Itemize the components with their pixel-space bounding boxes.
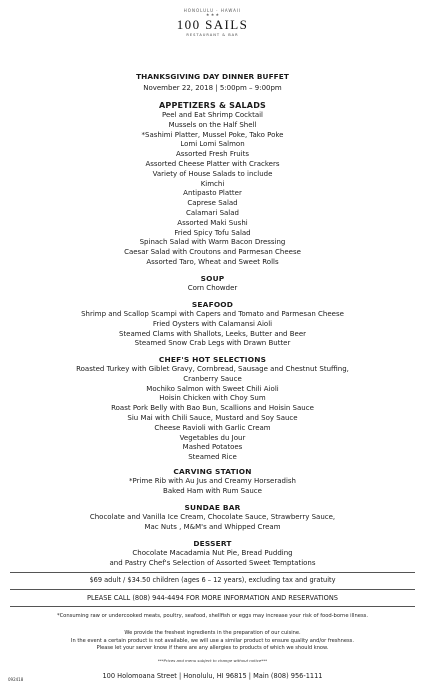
menu-item: Antipasto Platter <box>183 189 242 198</box>
menu-item: Hoisin Chicken with Choy Sum <box>159 394 266 403</box>
fine-print <box>0 630 425 653</box>
document-code: 092418 <box>8 677 24 682</box>
menu-item: Steamed Rice <box>188 453 237 462</box>
menu-item: Assorted Taro, Wheat and Sweet Rolls <box>146 257 279 266</box>
section-dessert <box>0 539 425 569</box>
price-change-notice: ***Prices and menu subject to change without notice*** <box>157 658 268 663</box>
restaurant-logo <box>0 8 425 38</box>
menu-item: Assorted Maki Sushi <box>177 218 248 227</box>
section-carving-station <box>0 467 425 497</box>
logo-brand: 100 SAILS <box>176 17 249 32</box>
menu-item: Chocolate Macadamia Nut Pie, Bread Pudding <box>132 549 293 557</box>
restaurant-address: 100 Holomoana Street | Honolulu, HI 96815 | Main (808) 956-1111 <box>102 672 323 680</box>
section-heading: SUNDAE BAR <box>184 503 241 512</box>
reservation-callout: PLEASE CALL (808) 944-4494 FOR MORE INFORMATION AND RESERVATIONS <box>86 594 338 602</box>
menu-item: Steamed Snow Crab Legs with Drawn Butter <box>134 339 291 348</box>
section-hot-selections <box>0 355 425 463</box>
menu-item: Spinach Salad with Warm Bacon Dressing <box>139 238 286 247</box>
logo-tagline: RESTAURANT & BAR <box>186 33 239 37</box>
menu-item: Mussels on the Half Shell <box>168 120 257 129</box>
menu-item: Corn Chowder <box>187 284 238 292</box>
menu-item: Caprese Salad <box>187 199 238 208</box>
section-heading: SOUP <box>200 274 225 283</box>
divider-middle <box>10 589 415 590</box>
menu-item: Caesar Salad with Croutons and Parmesan Cheese <box>124 248 301 257</box>
pricing-text: $69 adult / $34.50 children (ages 6 – 12 years), excluding tax and gratuity <box>89 576 336 584</box>
menu-item: Assorted Cheese Platter with Crackers <box>145 159 280 168</box>
section-heading: APPETIZERS & SALADS <box>159 101 266 110</box>
fine-print-line: Please let your server know if there are any allergies to products of which we should know. <box>96 645 329 652</box>
fine-print-line: In the event a certain product is not available, we will use a similar product to ensure quality and/or freshness. <box>71 637 354 644</box>
menu-item: Mochiko Salmon with Sweet Chili Aioli <box>146 384 279 393</box>
logo-arc-text: HONOLULU · HAWAII <box>183 8 242 13</box>
menu-title: THANKSGIVING DAY DINNER BUFFET <box>136 72 289 81</box>
menu-item: Vegetables du Jour <box>179 433 246 442</box>
section-heading: SEAFOOD <box>191 300 234 309</box>
menu-item: Fried Spicy Tofu Salad <box>174 228 251 237</box>
event-date-time: November 22, 2018 | 5:00pm – 9:00pm <box>143 84 282 92</box>
section-seafood <box>0 300 425 349</box>
menu-item: Calamari Salad <box>186 208 239 217</box>
section-heading: CHEF'S HOT SELECTIONS <box>158 355 267 364</box>
menu-item: Baked Ham with Rum Sauce <box>163 486 262 495</box>
menu-item: Mac Nuts , M&M's and Whipped Cream <box>144 522 281 531</box>
menu-item: Variety of House Salads to include <box>152 169 273 178</box>
menu-item: Chocolate and Vanilla Ice Cream, Chocolate Sauce, Strawberry Sauce, <box>89 513 336 521</box>
menu-item: Roast Pork Belly with Bao Bun, Scallions and Hoisin Sauce <box>111 404 314 413</box>
menu-item: Kimchi <box>200 179 225 188</box>
menu-item: Lomi Lomi Salmon <box>180 140 245 149</box>
divider-top <box>10 572 415 573</box>
menu-item: and Pastry Chef's Selection of Assorted Sweet Temptations <box>109 558 316 567</box>
menu-item: Cheese Ravioli with Garlic Cream <box>154 423 271 432</box>
section-heading: CARVING STATION <box>173 467 252 476</box>
menu-item: Steamed Clams with Shallots, Leeks, Butter and Beer <box>118 329 307 338</box>
section-heading: DESSERT <box>193 539 232 548</box>
menu-item: *Sashimi Platter, Mussel Poke, Tako Poke <box>141 130 284 139</box>
menu-item: Peel and Eat Shrimp Cocktail <box>161 111 264 119</box>
section-appetizers <box>0 101 425 268</box>
fine-print-line: We provide the freshest ingredients in the preparation of our cuisine. <box>124 630 301 636</box>
menu-item: Assorted Fresh Fruits <box>176 150 249 159</box>
section-soup <box>0 274 425 294</box>
section-sundae-bar <box>0 503 425 533</box>
menu-item: Shrimp and Scallop Scampi with Capers and Tomato and Parmesan Cheese <box>81 310 344 318</box>
consumption-warning: *Consuming raw or undercooked meats, poultry, seafood, shellfish or eggs may increase your risk of food-borne illness. <box>56 613 369 619</box>
menu-item: *Prime Rib with Au Jus and Creamy Horseradish <box>129 477 296 485</box>
menu-item: Fried Oysters with Calamansi Aioli <box>152 319 273 328</box>
menu-item: Cranberry Sauce <box>183 374 242 383</box>
menu-item: Roasted Turkey with Giblet Gravy, Cornbread, Sausage and Chestnut Stuffing, <box>76 365 349 373</box>
divider-bottom <box>10 606 415 607</box>
logo-stars-icon: ★ ★ ★ <box>205 12 220 17</box>
menu-item: Mashed Potatoes <box>182 443 243 452</box>
menu-item: Siu Mai with Chili Sauce, Mustard and Soy Sauce <box>127 413 298 422</box>
